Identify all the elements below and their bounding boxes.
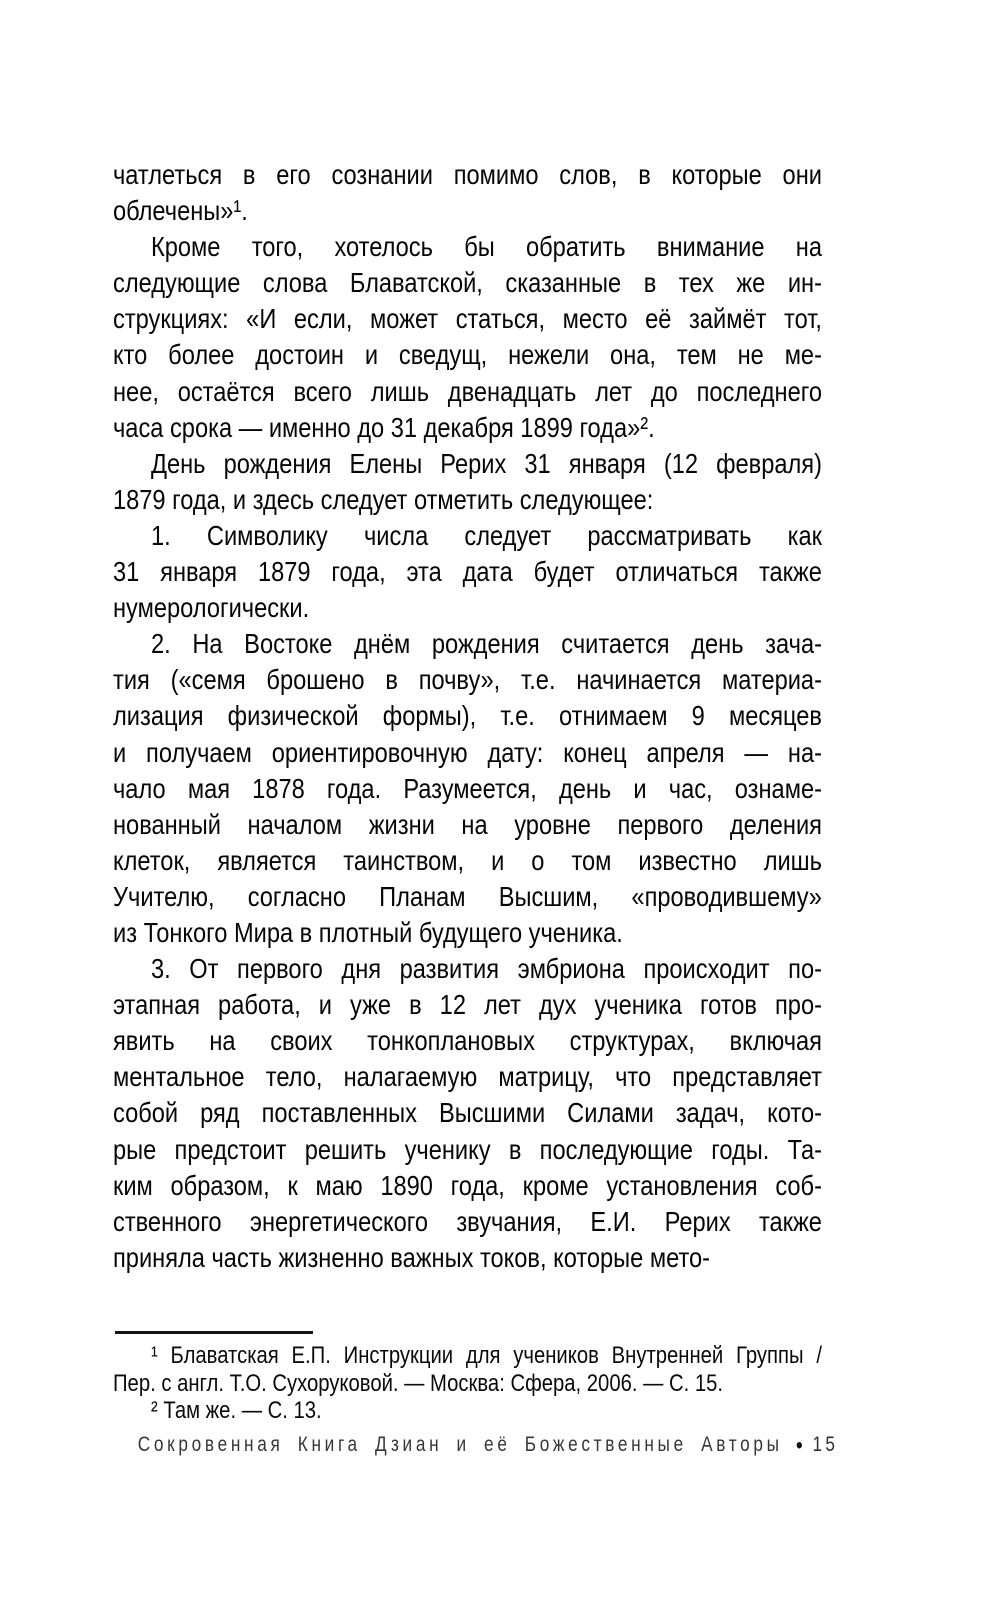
text-line: явить на своих тонкоплановых структурах, включая <box>113 1025 822 1057</box>
page-footer <box>138 1433 838 1457</box>
text-line: Учителю, согласно Планам Высшим, «проводившему» <box>113 880 822 912</box>
text-line: этапная работа, и уже в 12 лет дух ученика готов про- <box>113 989 822 1021</box>
text-line: струкциях: «И если, может статься, место её займёт тот, <box>113 303 822 335</box>
text-line: собой ряд поставленных Высшими Силами задач, кото- <box>113 1097 822 1129</box>
text-line: 1879 года, и здесь следует отметить следующее: <box>113 483 654 515</box>
text-line: 2. На Востоке днём рождения считается день зача- <box>150 628 822 660</box>
footnote-separator <box>115 1331 313 1334</box>
text-line: 31 января 1879 года, эта дата будет отличаться также <box>113 556 822 588</box>
page-number: 15 <box>812 1433 838 1456</box>
text-line: чатлеться в его сознании помимо слов, в которые они <box>113 159 822 190</box>
footnote-line: ¹ Блаватская Е.П. Инструкции для учеников Внутренней Группы / <box>150 1342 822 1369</box>
text-line: нумерологически. <box>113 592 310 624</box>
text-line: нее, остаётся всего лишь двенадцать лет до последнего <box>113 375 822 407</box>
text-line: часа срока — именно до 31 декабря 1899 года»². <box>113 411 655 443</box>
text-line: ким образом, к маю 1890 года, кроме установления соб- <box>113 1169 822 1201</box>
text-line: тия («семя брошено в почву», т.е. начинается материа- <box>113 664 822 696</box>
text-line: 3. От первого дня развития эмбриона происходит по- <box>150 953 822 985</box>
text-line: лизация физической формы), т.е. отнимаем 9 месяцев <box>113 700 822 732</box>
text-line: следующие слова Блаватской, сказанные в тех же ин- <box>113 267 822 299</box>
text-line: День рождения Елены Рерих 31 января (12 февраля) <box>150 447 822 479</box>
text-line: облечены»¹. <box>113 195 248 227</box>
text-line: ственного энергетического звучания, Е.И. Рерих также <box>113 1205 822 1237</box>
footnote-line: Пер. с англ. Т.О. Сухоруковой. — Москва: Сфера, 2006. — С. 15. <box>113 1369 724 1397</box>
text-line: чало мая 1878 года. Разумеется, день и час, ознаме- <box>113 772 822 804</box>
text-line: приняла часть жизненно важных токов, которые мето- <box>113 1241 711 1273</box>
footnotes-block <box>113 1342 822 1425</box>
footer-bullet-icon: • <box>795 1431 803 1459</box>
text-line: и получаем ориентировочную дату: конец апреля — на- <box>113 736 822 768</box>
text-line: кто более достоин и сведущ, нежели она, тем не ме- <box>113 339 822 371</box>
text-line: ментальное тело, налагаемую матрицу, что представляет <box>113 1061 822 1093</box>
text-line: из Тонкого Мира в плотный будущего ученика. <box>113 916 623 948</box>
text-line: клеток, является таинством, и о том известно лишь <box>113 844 822 876</box>
body-text-block <box>113 157 822 1276</box>
text-line: Кроме того, хотелось бы обратить внимание на <box>150 231 822 263</box>
text-line: рые предстоит решить ученику в последующие годы. Та- <box>113 1133 822 1165</box>
footnote-line: ² Там же. — С. 13. <box>150 1397 322 1425</box>
text-line: нованный началом жизни на уровне первого деления <box>113 808 822 840</box>
running-title: Сокровенная Книга Дзиан и её Божественные Авторы <box>137 1433 783 1456</box>
text-line: 1. Символику числа следует рассматривать как <box>150 519 822 551</box>
